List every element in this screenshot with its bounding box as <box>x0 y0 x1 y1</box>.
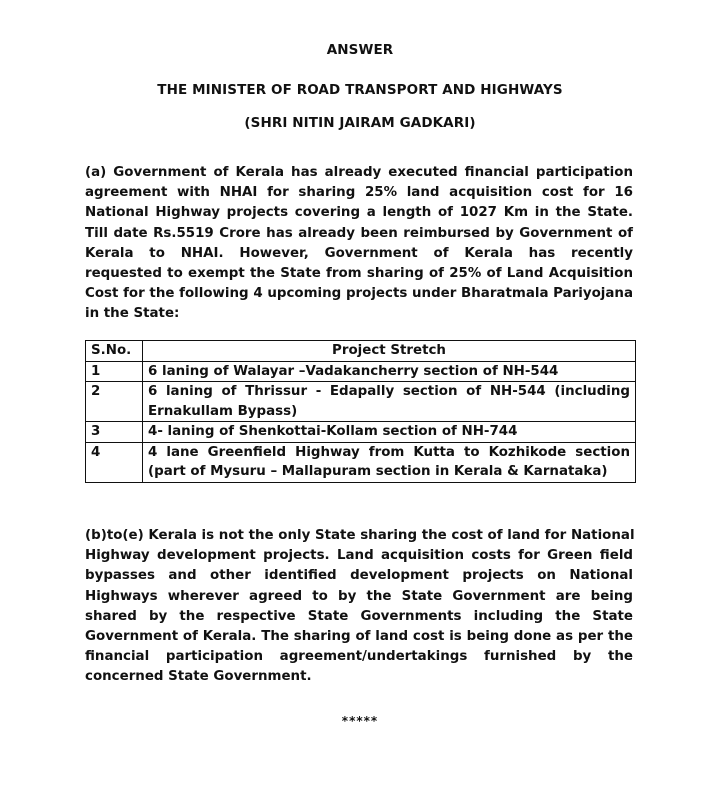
stretch-line: 6 laning of Walayar –Vadakancherry section of NH-544 <box>148 363 559 379</box>
para-a-line: Till date Rs.5519 Crore has already been reimbursed by Government of <box>85 225 633 241</box>
header-sno: S.No. <box>86 341 143 362</box>
para-a-line: requested to exempt the State from sharing of 25% of Land Acquisition <box>85 265 633 281</box>
para-b-line: (b)to(e) Kerala is not the only State sharing the cost of land for National <box>85 528 635 543</box>
para-b-line: shared by the respective State Governments including the State <box>85 608 633 624</box>
stretch-line: (part of Mysuru – Mallapuram section in Kerala & Karnataka) <box>148 464 608 479</box>
stretch-line: Ernakullam Bypass) <box>148 403 298 419</box>
end-marker: ***** <box>341 714 379 728</box>
row-stretch <box>143 422 636 443</box>
row-stretch <box>143 361 636 382</box>
table-row <box>86 361 636 382</box>
para-b-line: Government of Kerala. The sharing of land cost is being done as per the <box>85 628 633 644</box>
stretch-line: 6 laning of Thrissur - Edapally section of NH-544 (including <box>148 384 630 399</box>
para-a-line: agreement with NHAI for sharing 25% land acquisition cost for 16 <box>85 185 633 201</box>
table-row <box>86 382 636 422</box>
minister-name: (SHRI NITIN JAIRAM GADKARI) <box>244 115 476 131</box>
para-b-line: financial participation agreement/undertakings furnished by the <box>85 649 633 665</box>
answer-heading: ANSWER <box>326 42 394 58</box>
stretch-line: 4 lane Greenfield Highway from Kutta to Kozhikode section <box>148 444 630 460</box>
row-stretch <box>143 442 636 482</box>
para-a-line: (a) Government of Kerala has already executed financial participation <box>85 165 633 180</box>
para-b-line: bypasses and other identified development projects on National <box>85 568 633 584</box>
para-a-line: National Highway projects covering a length of 1027 Km in the State. <box>85 205 633 221</box>
para-a-line: Cost for the following 4 upcoming projects under Bharatmala Pariyojana <box>85 286 633 302</box>
header-project-stretch: Project Stretch <box>143 341 636 362</box>
para-b-line: concerned State Government. <box>85 669 312 685</box>
row-sno: 3 <box>86 422 143 443</box>
row-sno: 4 <box>86 442 143 482</box>
table-header-row <box>86 341 636 362</box>
answer-part-b-to-e <box>85 526 633 688</box>
table-row <box>86 442 636 482</box>
minister-title: THE MINISTER OF ROAD TRANSPORT AND HIGHWAYS <box>157 82 563 98</box>
para-b-line: Highway development projects. Land acquisition costs for Green field <box>85 548 633 564</box>
para-a-line: Kerala to NHAI. However, Government of Kerala has recently <box>85 245 633 261</box>
projects-table <box>85 340 636 483</box>
row-sno: 1 <box>86 361 143 382</box>
para-b-line: Highways wherever agreed to by the State Government are being <box>85 588 633 604</box>
row-stretch <box>143 382 636 422</box>
row-sno: 2 <box>86 382 143 422</box>
table-row <box>86 422 636 443</box>
para-a-line: in the State: <box>85 306 180 322</box>
answer-part-a <box>85 163 633 325</box>
stretch-line: 4- laning of Shenkottai-Kollam section of NH-744 <box>148 424 518 439</box>
